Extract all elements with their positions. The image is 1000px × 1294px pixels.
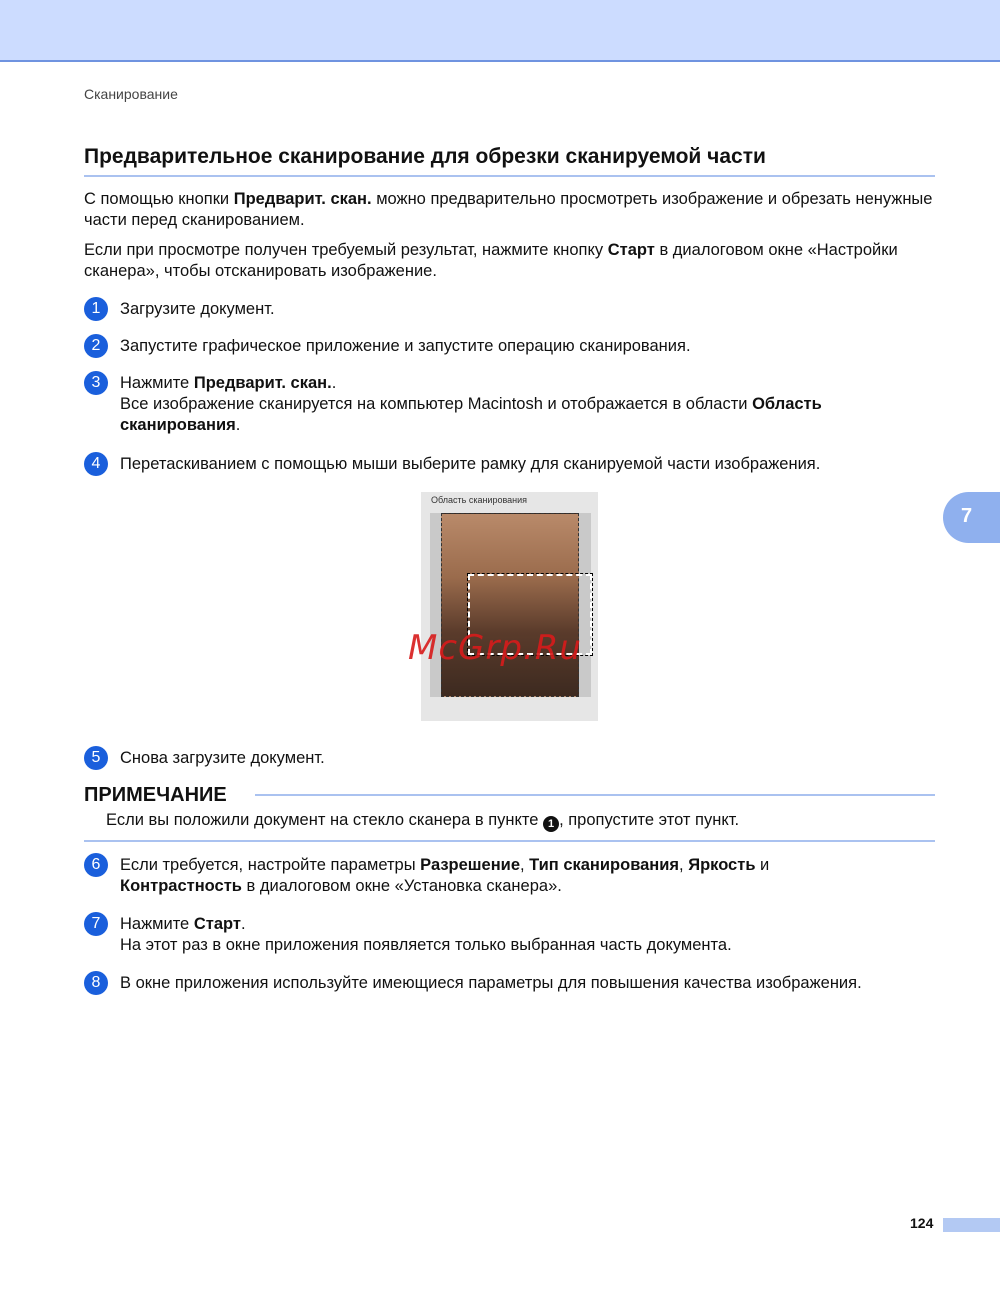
watermark: McGrp.Ru xyxy=(408,628,582,668)
step-number: 6 xyxy=(84,853,108,877)
step-number: 4 xyxy=(84,452,108,476)
chapter-tab xyxy=(943,492,1000,543)
step-text: В окне приложения используйте имеющиеся параметры для повышения качества изображения. xyxy=(120,974,862,992)
breadcrumb: Сканирование xyxy=(84,86,178,102)
step-text: Загрузите документ. xyxy=(120,300,275,318)
preview-photo xyxy=(441,513,579,697)
step-number: 8 xyxy=(84,971,108,995)
step-number: 5 xyxy=(84,746,108,770)
step-text: Нажмите Предварит. скан.. Все изображение сканируется на компьютер Macintosh и отображается в области Область сканирования. xyxy=(120,374,822,434)
scan-area-screenshot xyxy=(421,492,598,721)
step-text: Снова загрузите документ. xyxy=(120,749,325,767)
step-text: Если требуется, настройте параметры Разрешение, Тип сканирования, Яркость и Контрастность в диалоговом окне «Установка сканера». xyxy=(120,856,770,895)
top-band xyxy=(0,0,1000,62)
note-divider-top xyxy=(255,794,935,796)
intro-paragraph-2: Если при просмотре получен требуемый результат, нажмите кнопку Старт в диалоговом окне «Настройки сканера», чтобы отсканировать изображение. xyxy=(84,241,898,280)
step-number: 1 xyxy=(84,297,108,321)
page-title: Предварительное сканирование для обрезки сканируемой части xyxy=(84,145,935,177)
step-text: Перетаскиванием с помощью мыши выберите рамку для сканируемой части изображения. xyxy=(120,455,821,473)
page-number-bar xyxy=(943,1218,1000,1232)
note-heading: ПРИМЕЧАНИЕ xyxy=(84,784,227,806)
step-number: 2 xyxy=(84,334,108,358)
note-text: Если вы положили документ на стекло сканера в пункте 1 , пропустите этот пункт. xyxy=(106,811,740,830)
intro-paragraph-1: С помощью кнопки Предварит. скан. можно предварительно просмотреть изображение и обрезать ненужные части перед сканированием. xyxy=(84,190,933,229)
page-number: 124 xyxy=(910,1215,934,1231)
step-number: 7 xyxy=(84,912,108,936)
step-text: Нажмите Старт. На этот раз в окне приложения появляется только выбранная часть документа. xyxy=(120,915,732,954)
chapter-number: 7 xyxy=(961,505,973,527)
note-divider-bottom xyxy=(84,840,935,842)
step-text: Запустите графическое приложение и запустите операцию сканирования. xyxy=(120,337,691,355)
scan-area-label: Область сканирования xyxy=(431,495,528,505)
step-reference-icon: 1 xyxy=(543,816,559,832)
step-number: 3 xyxy=(84,371,108,395)
